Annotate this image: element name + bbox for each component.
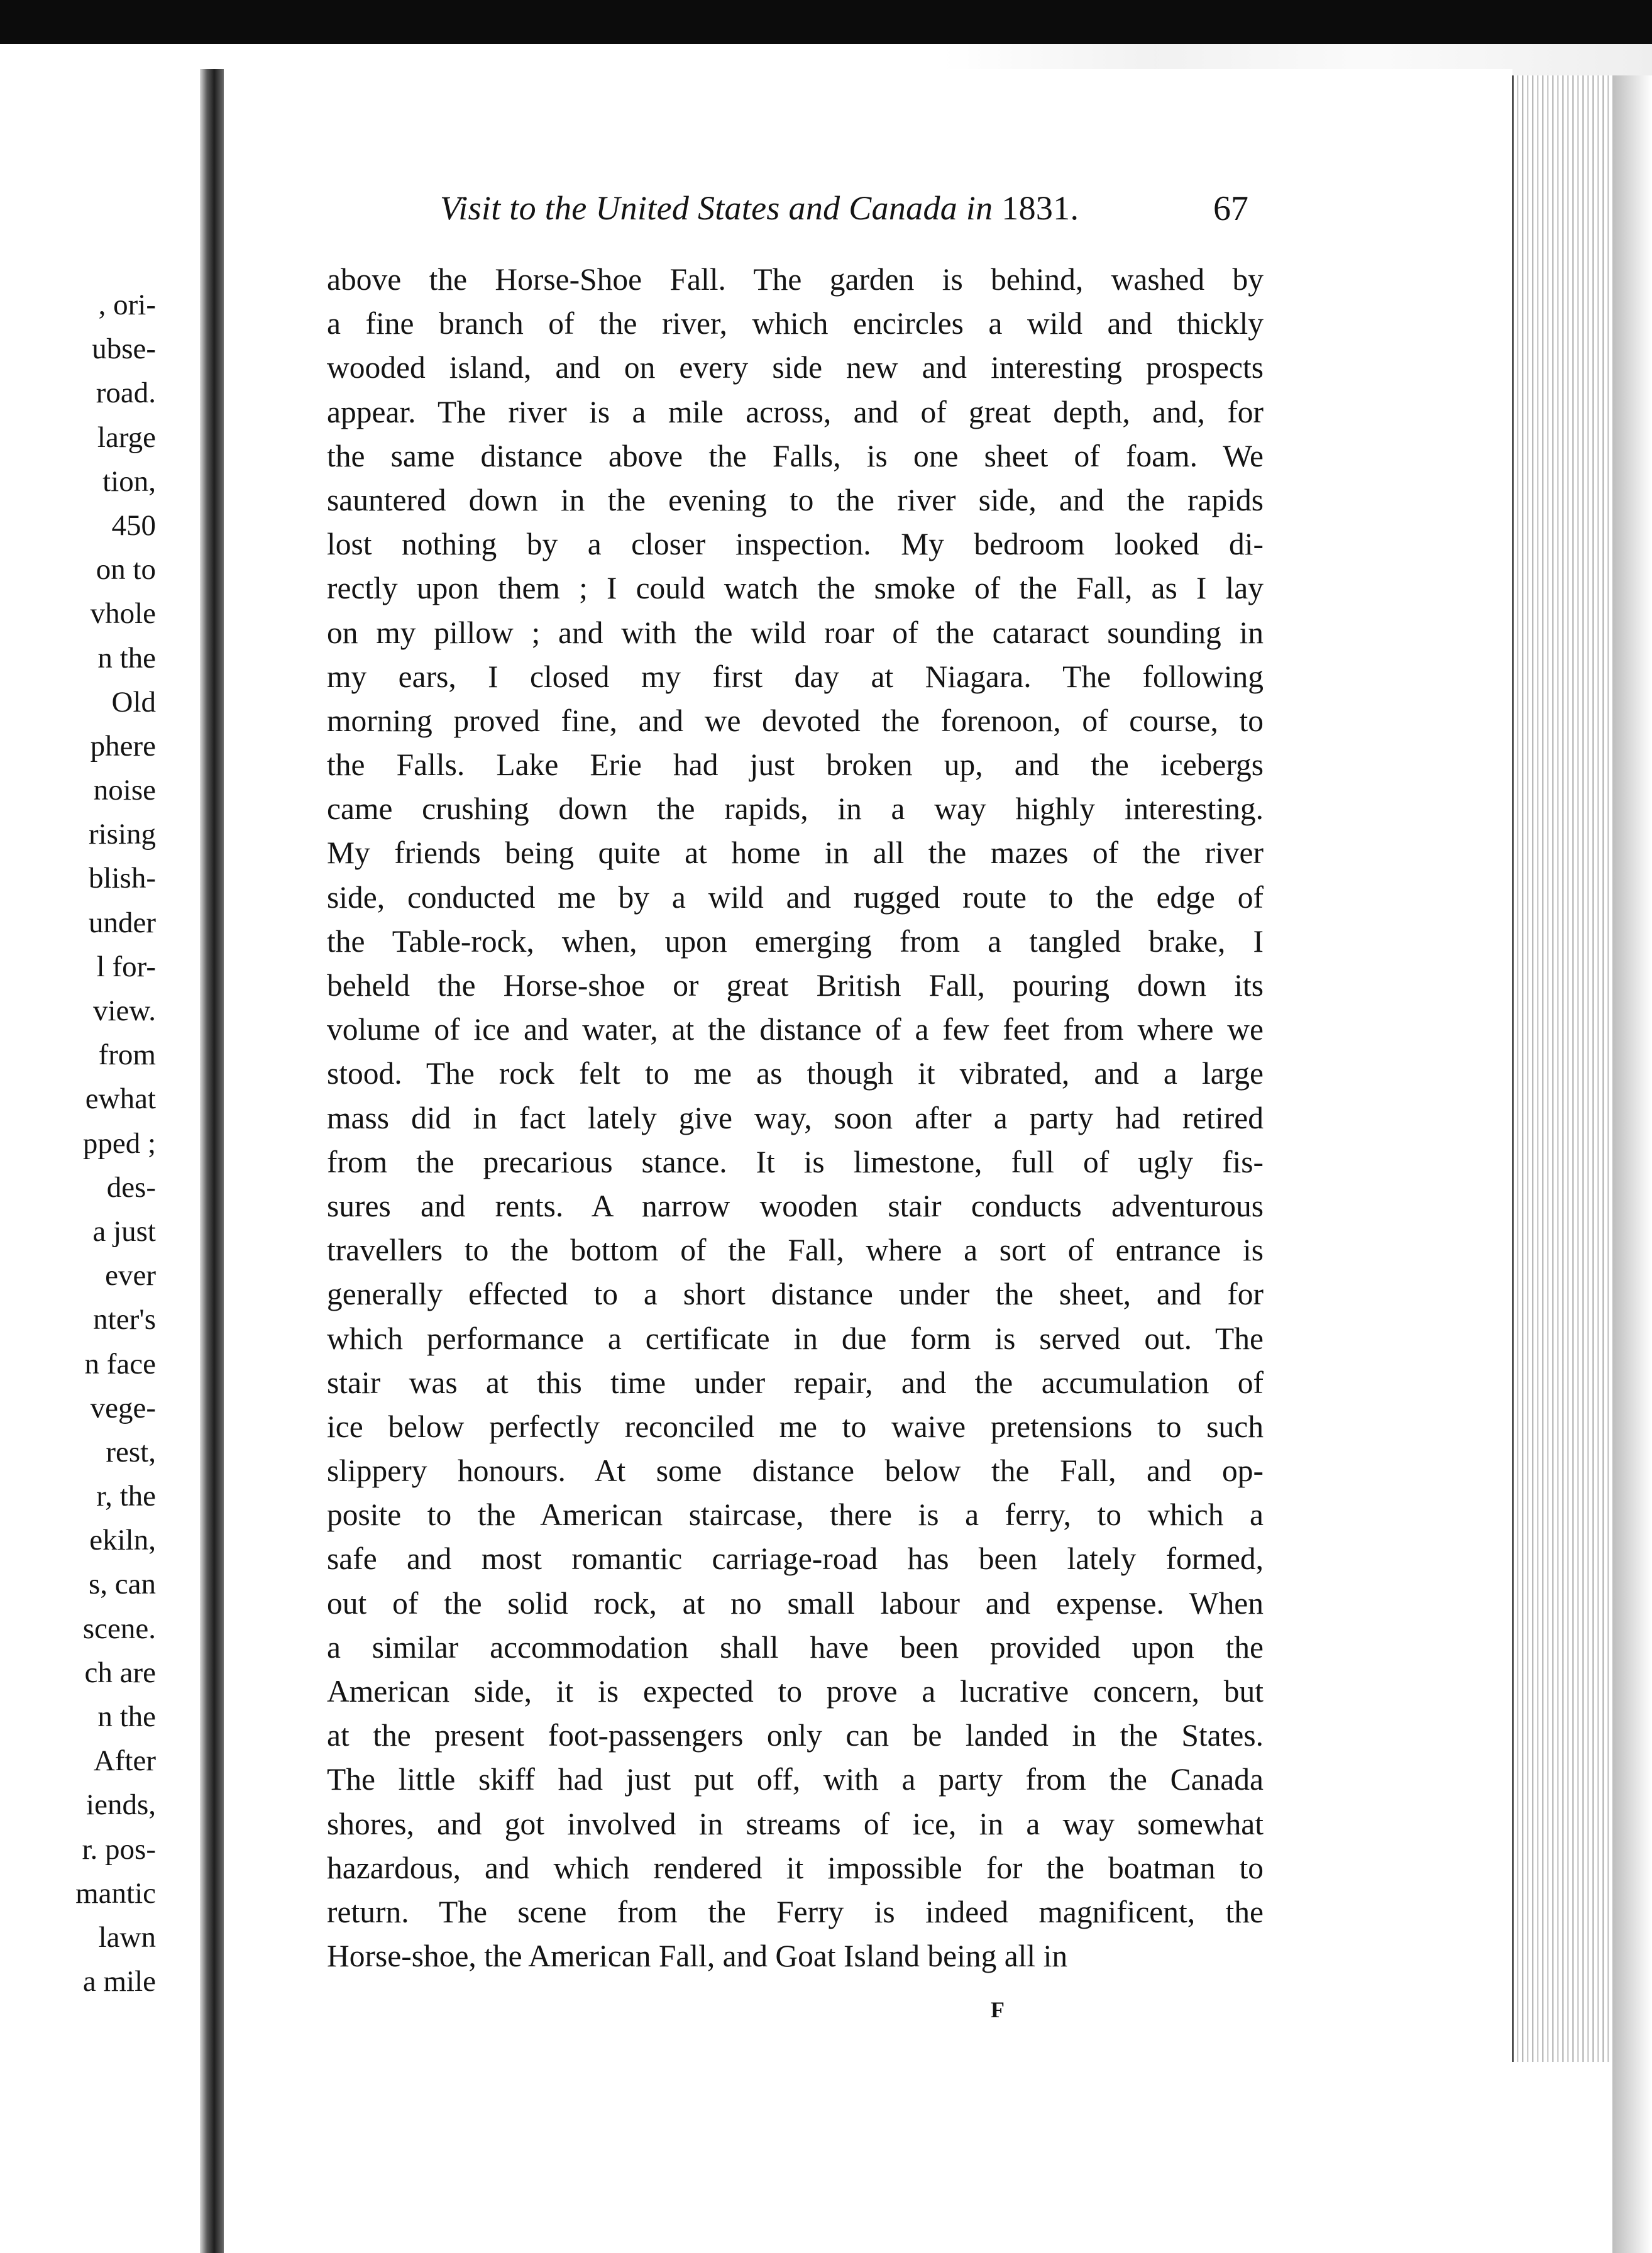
body-text-line: rectly upon them ; I could watch the smoke of the Fall, as I lay [327,571,1264,606]
body-text-line: ice below perfectly reconciled me to waive pretensions to such [327,1409,1264,1444]
left-page-line: 450 [111,509,156,542]
body-text [327,258,1264,1978]
body-text-line: mass did in fact lately give way, soon after a party had retired [327,1100,1264,1135]
body-text-line: wooded island, and on every side new and interesting prospects [327,350,1264,385]
body-text-line: above the Horse-Shoe Fall. The garden is behind, washed by [327,262,1264,297]
left-page-line: rising [88,818,156,851]
left-page-line: ever [105,1259,156,1292]
body-text-line: my ears, I closed my first day at Niagara. The following [327,659,1264,694]
left-page-line: road. [96,377,156,410]
body-text-line: hazardous, and which rendered it impossible for the boatman to [327,1850,1264,1885]
left-page-line: lawn [98,1920,156,1954]
left-page-line: phere [90,729,156,763]
running-head [440,189,1257,239]
left-page-line: nter's [93,1303,156,1336]
left-page-line: n face [84,1347,156,1380]
body-text-line: at the present foot-passengers only can be landed in the States. [327,1718,1264,1753]
left-page-line: large [97,421,156,454]
left-page-line: n the [97,1700,156,1733]
left-page-line: Old [111,685,156,719]
body-text-line: the Falls. Lake Erie had just broken up, and the icebergs [327,747,1264,783]
body-text-line: shores, and got involved in streams of ice, in a way somewhat [327,1806,1264,1841]
left-page-line: tion, [102,465,156,498]
left-page-line: s, can [88,1568,156,1601]
left-page-line: vege- [90,1391,156,1424]
body-text-line: beheld the Horse-shoe or great British Fall, pouring down its [327,968,1264,1003]
left-page-line: a just [92,1215,156,1248]
book-gutter [200,69,224,2253]
left-page-line: on to [96,553,156,587]
running-head-title: Visit to the United States and Canada in [440,189,993,227]
left-page-line: noise [93,774,156,807]
left-page-line: l for- [96,950,156,983]
page-number: 67 [1213,189,1248,228]
left-page-line: scene. [82,1612,156,1645]
body-text-line: Horse-shoe, the American Fall, and Goat Island being all in [327,1939,1068,1974]
left-page-line: ewhat [85,1082,156,1116]
body-text-line: came crushing down the rapids, in a way highly interesting. [327,791,1264,827]
signature-mark: F [991,1997,1005,2022]
body-text-line: safe and most romantic carriage-road has been lately formed, [327,1541,1264,1577]
left-page-line: ubse- [92,333,156,366]
left-page-line: vhole [90,597,156,631]
body-text-line: My friends being quite at home in all the mazes of the river [327,835,1264,871]
body-text-line: sures and rents. A narrow wooden stair conducts adventurous [327,1188,1264,1223]
body-text-line: stair was at this time under repair, and the accumulation of [327,1365,1264,1400]
body-text-line: lost nothing by a closer inspection. My bedroom looked di- [327,527,1264,562]
body-text-line: slippery honours. At some distance below the Fall, and op- [327,1453,1264,1489]
left-page-line: view. [92,994,156,1027]
body-text-line: the Table-rock, when, upon emerging from a tangled brake, I [327,923,1264,959]
page-edge-shadow [1612,75,1652,2253]
left-page-line: ekiln, [89,1524,156,1557]
page-edge-stack [1512,75,1614,2062]
body-text-line: a similar accommodation shall have been provided upon the [327,1629,1264,1665]
left-page-line: blish- [88,862,156,895]
body-text-line: volume of ice and water, at the distance of a few feet from where we [327,1012,1264,1047]
left-page-line: , ori- [98,289,156,321]
left-page-line: n the [97,641,156,675]
body-text-line: the same distance above the Falls, is one sheet of foam. We [327,438,1264,473]
body-text-line: generally effected to a short distance under the sheet, and for [327,1277,1264,1312]
scan-border-top [0,0,1652,44]
running-head-year: 1831. [1001,189,1079,227]
left-page-line: a mile [82,1965,156,1998]
body-text-line: American side, it is expected to prove a lucrative concern, but [327,1674,1264,1709]
body-text-line: side, conducted me by a wild and rugged route to the edge of [327,879,1264,915]
left-page-line: ch are [84,1656,156,1689]
body-text-line: return. The scene from the Ferry is indeed magnificent, the [327,1894,1264,1929]
body-text-line: which performance a certificate in due form is served out. The [327,1321,1264,1356]
left-page-line: under [88,906,156,939]
body-text-line: The little skiff had just put off, with a party from the Canada [327,1762,1264,1797]
body-text-line: travellers to the bottom of the Fall, where a sort of entrance is [327,1233,1264,1268]
left-page-line: r. pos- [82,1832,156,1866]
left-page-line: After [93,1744,156,1778]
body-text-line: a fine branch of the river, which encircles a wild and thickly [327,306,1264,341]
left-page-line: rest, [106,1435,156,1468]
body-text-line: posite to the American staircase, there is a ferry, to which a [327,1497,1264,1533]
left-page [0,69,200,2219]
left-page-line: des- [106,1171,156,1204]
body-text-line: from the precarious stance. It is limestone, full of ugly fis- [327,1144,1264,1179]
left-page-line: from [98,1038,156,1072]
left-page-line: iends, [86,1788,156,1822]
body-text-line: morning proved fine, and we devoted the forenoon, of course, to [327,703,1264,738]
left-page-line-fragments [0,283,156,2003]
body-text-line: out of the solid rock, at no small labour and expense. When [327,1585,1264,1621]
left-page-line: r, the [96,1480,156,1513]
body-text-line: sauntered down in the evening to the river side, and the rapids [327,482,1264,517]
left-page-line: mantic [75,1876,156,1910]
body-text-line: on my pillow ; and with the wild roar of the cataract sounding in [327,615,1264,650]
body-text-line: appear. The river is a mile across, and of great depth, and, for [327,394,1264,429]
left-page-line: pped ; [82,1126,156,1160]
body-text-line: stood. The rock felt to me as though it vibrated, and a large [327,1056,1264,1091]
